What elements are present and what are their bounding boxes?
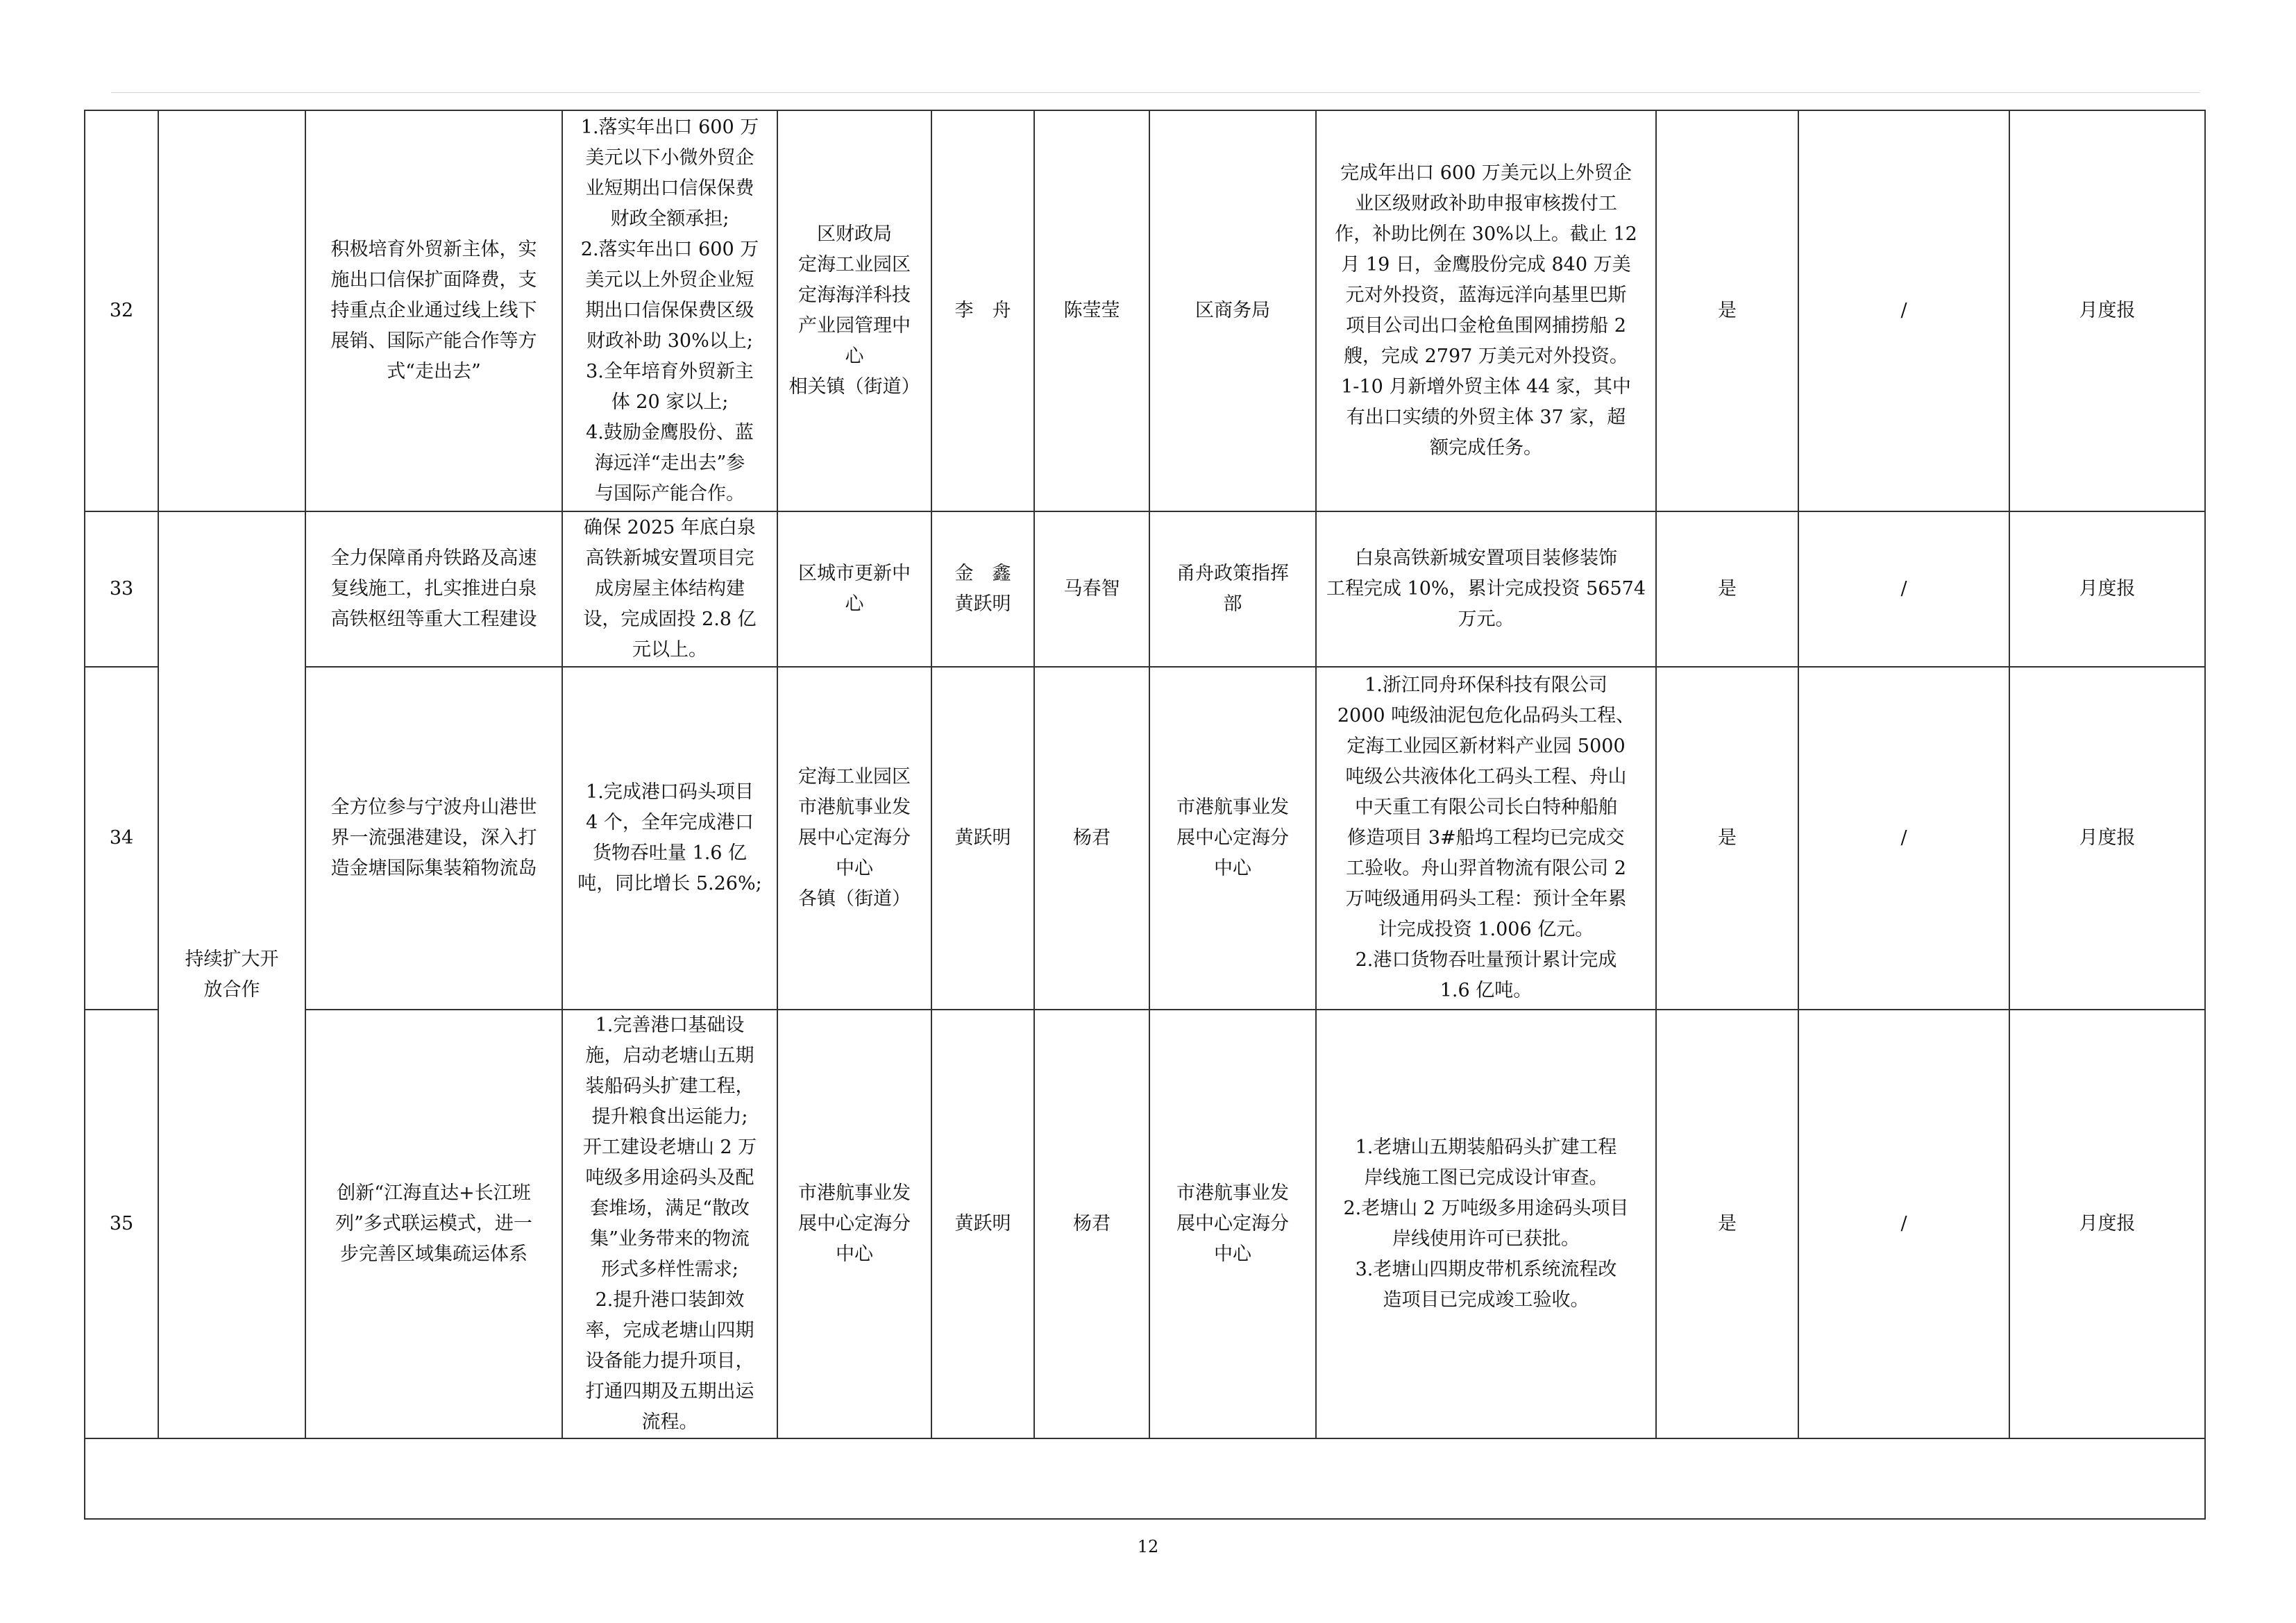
- text-line: 全力保障甬舟铁路及高速: [330, 547, 537, 569]
- text-line: 美元以下小微外贸企: [585, 147, 754, 169]
- text-line: 施，启动老塘山五期: [585, 1045, 754, 1067]
- progress-cell: [1316, 667, 1656, 1010]
- text-line: 1.完善港口基础设: [595, 1014, 745, 1036]
- text-line: 吨级多用途码头及配: [585, 1167, 754, 1189]
- text-line: 区财政局: [817, 223, 892, 245]
- text-line: 甬舟政策指挥: [1176, 563, 1289, 584]
- text-line: 积极培育外贸新主体，实: [330, 239, 537, 260]
- text-line: 黄跃明: [954, 593, 1011, 615]
- text-line: 陈莹莹: [1063, 300, 1120, 321]
- text-line: 业区级财政补助申报审核拨付工: [1355, 193, 1617, 214]
- text-line: 持重点企业通过线上线下: [330, 300, 537, 321]
- target-cell: [562, 1010, 777, 1438]
- text-line: 吨，同比增长 5.26%;: [577, 873, 762, 894]
- text-line: 吨级公共液体化工码头工程、舟山: [1345, 766, 1627, 788]
- text-line: 市港航事业发: [798, 797, 911, 818]
- text-line: 杨君: [1073, 1213, 1111, 1234]
- text-line: 1.老塘山五期装船码头扩建工程: [1355, 1137, 1617, 1158]
- text-line: 艘，完成 2797 万美元对外投资。: [1344, 346, 1628, 367]
- leader-cell: [931, 511, 1034, 667]
- progress-cell: [1316, 511, 1656, 667]
- text-line: 区城市更新中: [798, 563, 911, 584]
- text-line: 定海工业园区: [798, 766, 911, 788]
- text-line: 2.落实年出口 600 万: [580, 239, 759, 260]
- text-line: 流程。: [641, 1411, 698, 1433]
- row-number: 33: [85, 511, 158, 667]
- header-rule: [111, 92, 2200, 93]
- target-cell: [562, 667, 777, 1010]
- report-unit-cell: [1149, 511, 1316, 667]
- text-line: 展中心定海分: [1176, 1213, 1289, 1234]
- text-line: 设，完成固投 2.8 亿: [583, 609, 757, 630]
- text-line: 1.落实年出口 600 万: [580, 117, 759, 138]
- text-line: 4.鼓励金鹰股份、蓝: [586, 422, 754, 443]
- category-cell-empty: [158, 110, 305, 511]
- text-line: 市港航事业发: [1176, 797, 1289, 818]
- text-line: 部: [1223, 593, 1242, 615]
- responsible-units-cell: [777, 110, 931, 511]
- text-line: 杨君: [1073, 827, 1111, 849]
- row-number: 32: [85, 110, 158, 511]
- text-line: 李 舟: [954, 300, 1011, 321]
- on-schedule-cell: 是: [1656, 1010, 1798, 1438]
- text-line: 提升粮食出运能力;: [591, 1106, 748, 1128]
- text-line: 1.6 亿吨。: [1440, 980, 1533, 1001]
- text-line: 复线施工，扎实推进白泉: [330, 578, 537, 600]
- text-line: 1.浙江同舟环保科技有限公司: [1365, 674, 1607, 696]
- text-line: 创新“江海直达+长江班: [337, 1182, 531, 1204]
- text-line: 成房屋主体结构建: [595, 578, 745, 600]
- text-line: 施出口信保扩面降费，支: [330, 269, 537, 291]
- text-line: 定海海洋科技: [798, 284, 911, 306]
- progress-cell: [1316, 1010, 1656, 1438]
- text-line: 中心: [1214, 858, 1251, 879]
- text-line: 工验收。舟山羿首物流有限公司 2: [1346, 858, 1626, 879]
- text-line: 步完善区域集疏运体系: [340, 1243, 527, 1265]
- text-line: 1.完成港口码头项目: [586, 781, 754, 803]
- text-line: 黄跃明: [954, 827, 1011, 849]
- text-line: 中心: [836, 858, 873, 879]
- text-line: 有出口实绩的外贸主体 37 家，超: [1346, 407, 1626, 428]
- text-line: 界一流强港建设，深入打: [330, 827, 537, 849]
- text-line: 形式多样性需求;: [600, 1259, 739, 1280]
- text-line: 货物吞吐量 1.6 亿: [592, 842, 748, 864]
- text-line: 项目公司出口金枪鱼围网捕捞船 2: [1346, 315, 1626, 337]
- text-line: 全方位参与宁波舟山港世: [330, 797, 537, 818]
- task-table: [84, 110, 2206, 1520]
- text-line: 装船码头扩建工程，: [585, 1076, 754, 1097]
- issues-cell: /: [1798, 110, 2009, 511]
- text-line: 各镇（街道）: [798, 888, 911, 910]
- text-line: 心: [845, 346, 864, 367]
- table-row: [85, 667, 2205, 1010]
- text-line: 相关镇（街道）: [788, 376, 920, 398]
- text-line: 市港航事业发: [1176, 1182, 1289, 1204]
- task-cell: [305, 511, 562, 667]
- issues-cell: /: [1798, 511, 2009, 667]
- text-line: 美元以上外贸企业短: [585, 269, 754, 291]
- contact-cell: [1034, 667, 1149, 1010]
- progress-cell: [1316, 110, 1656, 511]
- task-cell: [305, 110, 562, 511]
- text-line: 修造项目 3#船坞工程均已完成交: [1347, 827, 1625, 849]
- text-line: 中天重工有限公司长白特种船舶: [1355, 797, 1617, 818]
- text-line: 作，补助比例在 30%以上。截止 12: [1335, 223, 1637, 245]
- text-line: 财政全额承担;: [610, 208, 729, 230]
- on-schedule-cell: 是: [1656, 667, 1798, 1010]
- text-line: 与国际产能合作。: [595, 483, 745, 504]
- text-line: 3.老塘山四期皮带机系统流程改: [1355, 1259, 1617, 1280]
- text-line: 财政补助 30%以上;: [586, 330, 753, 352]
- table-row: [85, 1010, 2205, 1438]
- report-unit-cell: [1149, 1010, 1316, 1438]
- text-line: 2.港口货物吞吐量预计累计完成: [1355, 949, 1617, 971]
- text-line: 确保 2025 年底白泉: [584, 517, 756, 538]
- text-line: 2.老塘山 2 万吨级多用途码头项目: [1343, 1198, 1629, 1219]
- text-line: 高铁枢纽等重大工程建设: [330, 609, 537, 630]
- report-frequency-cell: 月度报: [2009, 511, 2205, 667]
- text-line: 定海工业园区: [798, 254, 911, 275]
- report-frequency-cell: 月度报: [2009, 110, 2205, 511]
- text-line: 集”业务带来的物流: [590, 1228, 750, 1250]
- report-unit-cell: [1149, 110, 1316, 511]
- text-line: 金 鑫: [954, 563, 1011, 584]
- text-line: 2.提升港口装卸效: [595, 1289, 745, 1311]
- table-row: [85, 110, 2205, 511]
- table-row: [85, 511, 2205, 667]
- text-line: 万吨级通用码头工程：预计全年累: [1345, 888, 1627, 910]
- category-cell: [158, 511, 305, 1438]
- empty-footer-row: [85, 1438, 2205, 1519]
- text-line: 2000 吨级油泥包危化品码头工程、: [1337, 705, 1635, 726]
- text-line: 黄跃明: [954, 1213, 1011, 1234]
- text-line: 业短期出口信保保费: [585, 178, 754, 199]
- text-line: 元以上。: [632, 639, 707, 661]
- report-frequency-cell: 月度报: [2009, 667, 2205, 1010]
- task-cell: [305, 667, 562, 1010]
- text-line: 万元。: [1458, 609, 1514, 630]
- text-line: 展中心定海分: [1176, 827, 1289, 849]
- text-line: 中心: [836, 1243, 873, 1265]
- text-line: 造金塘国际集装箱物流岛: [330, 858, 537, 879]
- text-line: 工程完成 10%，累计完成投资 56574: [1326, 578, 1646, 600]
- contact-cell: [1034, 110, 1149, 511]
- text-line: 套堆场，满足“散改: [590, 1198, 750, 1219]
- task-cell: [305, 1010, 562, 1438]
- text-line: 岸线施工图已完成设计审查。: [1364, 1167, 1608, 1189]
- text-line: 马春智: [1063, 578, 1120, 600]
- text-line: 设备能力提升项目，: [585, 1350, 754, 1372]
- text-line: 高铁新城安置项目完: [585, 547, 754, 569]
- contact-cell: [1034, 511, 1149, 667]
- contact-cell: [1034, 1010, 1149, 1438]
- text-line: 4 个，全年完成港口: [586, 812, 754, 833]
- text-line: 额完成任务。: [1430, 437, 1542, 459]
- text-line: 中心: [1214, 1243, 1251, 1265]
- row-number: 35: [85, 1010, 158, 1438]
- text-line: 月 19 日，金鹰股份完成 840 万美: [1341, 254, 1631, 275]
- text-line: 3.全年培育外贸新主: [586, 361, 754, 382]
- text-line: 展中心定海分: [798, 1213, 911, 1234]
- text-line: 市港航事业发: [798, 1182, 911, 1204]
- responsible-units-cell: [777, 667, 931, 1010]
- text-line: 展中心定海分: [798, 827, 911, 849]
- text-line: 元对外投资，蓝海远洋向基里巴斯: [1345, 284, 1627, 306]
- text-line: 区商务局: [1195, 300, 1270, 321]
- issues-cell: /: [1798, 1010, 2009, 1438]
- text-line: 打通四期及五期出运: [585, 1381, 754, 1402]
- text-line: 展销、国际产能合作等方: [330, 330, 537, 352]
- leader-cell: [931, 667, 1034, 1010]
- on-schedule-cell: 是: [1656, 511, 1798, 667]
- row-number: 34: [85, 667, 158, 1010]
- leader-cell: [931, 110, 1034, 511]
- responsible-units-cell: [777, 1010, 931, 1438]
- text-line: 体 20 家以上;: [611, 391, 729, 413]
- text-line: 产业园管理中: [798, 315, 911, 337]
- responsible-units-cell: [777, 511, 931, 667]
- text-line: 计完成投资 1.006 亿元。: [1378, 919, 1594, 940]
- text-line: 开工建设老塘山 2 万: [582, 1137, 757, 1158]
- issues-cell: /: [1798, 667, 2009, 1010]
- text-line: 持续扩大开: [185, 949, 279, 970]
- text-line: 期出口信保保费区级: [585, 300, 754, 321]
- text-line: 造项目已完成竣工验收。: [1383, 1289, 1589, 1311]
- report-frequency-cell: 月度报: [2009, 1010, 2205, 1438]
- text-line: 完成年出口 600 万美元以上外贸企: [1340, 162, 1632, 184]
- text-line: 心: [845, 593, 864, 615]
- on-schedule-cell: 是: [1656, 110, 1798, 511]
- text-line: 定海工业园区新材料产业园 5000: [1347, 736, 1626, 757]
- text-line: 列”多式联运模式，进一: [335, 1213, 532, 1234]
- text-line: 1-10 月新增外贸主体 44 家，其中: [1341, 376, 1631, 398]
- text-line: 率，完成老塘山四期: [585, 1320, 754, 1341]
- target-cell: [562, 110, 777, 511]
- empty-footer-cell: [85, 1438, 2205, 1519]
- leader-cell: [931, 1010, 1034, 1438]
- text-line: 放合作: [203, 979, 260, 1001]
- text-line: 岸线使用许可已获批。: [1392, 1228, 1580, 1250]
- text-line: 白泉高铁新城安置项目装修装饰: [1355, 547, 1617, 569]
- page-number: 12: [1137, 1537, 1159, 1556]
- text-line: 式“走出去”: [387, 361, 481, 382]
- report-unit-cell: [1149, 667, 1316, 1010]
- target-cell: [562, 511, 777, 667]
- text-line: 海远洋“走出去”参: [594, 452, 745, 474]
